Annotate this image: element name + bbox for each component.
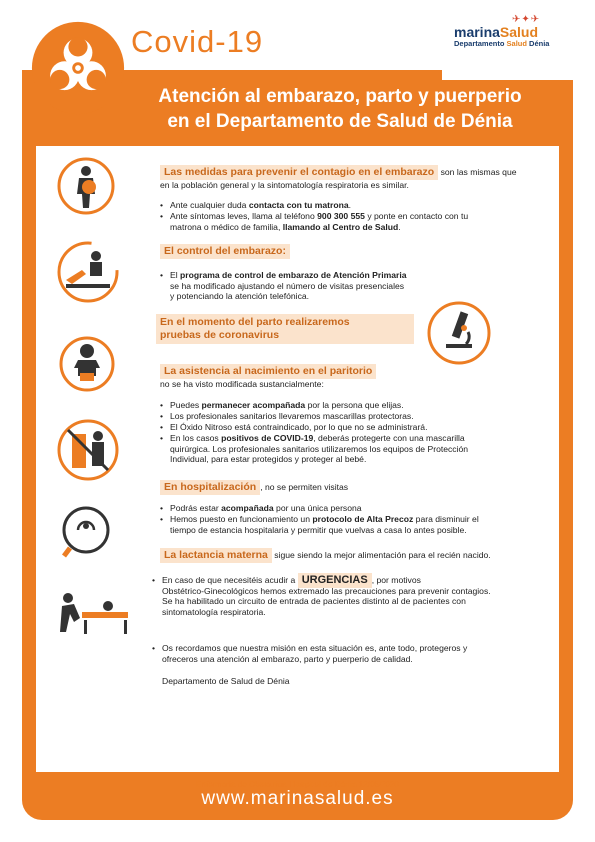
marinasalud-logo: marinaSalud Departamento Salud Dénia xyxy=(454,24,550,48)
emergency-stretcher-icon xyxy=(54,584,134,644)
section-prevention-text: en la población general y la sintomatología respiratoria es similar. xyxy=(160,180,409,190)
footer-credit: Enfermería de Obstetricia Hospital de Dénia 12/06/2020 xyxy=(196,780,399,789)
pregnant-woman-icon xyxy=(56,156,116,216)
birds-logo-icon: ✈✦✈ xyxy=(512,14,541,25)
bullet-control-program: • El programa de control de embarazo de Atención Primaria se ha modificado ajustando el número de visitas presenciales y potenciando la atención telefónica. xyxy=(160,270,407,302)
section-hospitalization: En hospitalización , no se permiten visitas xyxy=(160,482,348,493)
ultrasound-icon xyxy=(56,500,120,564)
bullet-emergencies: • En caso de que necesitéis acudir a URGENCIAS , por motivos Obstétrico-Ginecológicos hemos extremado las precauciones para prevenir contagios. Se ha habilitado un circuito de entrada de pacientes distinto al de pacientes con sintomatología respiratoria. xyxy=(152,575,491,617)
bullet-phone: • Ante síntomas leves, llama al teléfono 900 300 555 y ponte en contacto con tu matrona o médico de familia, llamando al Centro de Salud. xyxy=(160,211,468,232)
bullet-mission: • Os recordamos que nuestra misión en esta situación es, ante todo, protegeros y ofreceros una atención al embarazo, parto y puerperio de calidad. xyxy=(152,643,467,664)
bullet-nitrous: • El Óxido Nitroso está contraindicado, por lo que no se administrará. xyxy=(160,422,427,433)
bullet-contact-matrona: • Ante cualquier duda contacta con tu matrona. xyxy=(160,200,351,211)
page-title: Covid-19 xyxy=(131,24,264,59)
biohazard-icon xyxy=(30,20,126,116)
bullet-masks: • Los profesionales sanitarios llevaremos mascarillas protectoras. xyxy=(160,411,414,422)
section-birth-tests: En el momento del parto realizaremos pruebas de coronavirus xyxy=(156,314,414,344)
section-prevention: Las medidas para prevenir el contagio en el embarazo son las mismas que xyxy=(160,167,517,178)
section-birth-assistance-text: no se ha visto modificada sustancialmente: xyxy=(160,379,324,389)
section-control: El control del embarazo: xyxy=(160,246,290,257)
microscope-icon xyxy=(426,300,492,366)
bullet-single-companion: • Podrás estar acompañada por una única persona xyxy=(160,503,362,514)
section-birth-assistance: La asistencia al nacimiento en el paritorio xyxy=(160,366,376,377)
website-link[interactable]: www.marinasalud.es xyxy=(201,788,394,809)
signature: Departamento de Salud de Dénia xyxy=(162,676,290,686)
bullet-early-discharge: • Hemos puesto en funcionamiento un protocolo de Alta Precoz para disminuir el tiempo de estancia hospitalaria y permitir que vuelvas a casa lo antes posible. xyxy=(160,514,479,535)
section-breastfeeding: La lactancia materna sigue siendo la mejor alimentación para el recién nacido. xyxy=(160,550,491,561)
delivery-bed-icon xyxy=(56,240,120,304)
page-subtitle: Atención al embarazo, parto y puerperio en el Departamento de Salud de Dénia xyxy=(158,86,522,132)
baby-icon xyxy=(58,335,116,393)
bullet-accompanied: • Puedes permanecer acompañada por la persona que elijas. xyxy=(160,400,404,411)
bullet-positive-cases: • En los casos positivos de COVID-19, deberás protegerte con una mascarilla quirúrgica. Los profesionales sanitarios utilizaremos los equipos de Protección Individual, para estar protegidos y proteger al bebé. xyxy=(160,433,468,465)
no-visits-icon xyxy=(56,418,120,482)
